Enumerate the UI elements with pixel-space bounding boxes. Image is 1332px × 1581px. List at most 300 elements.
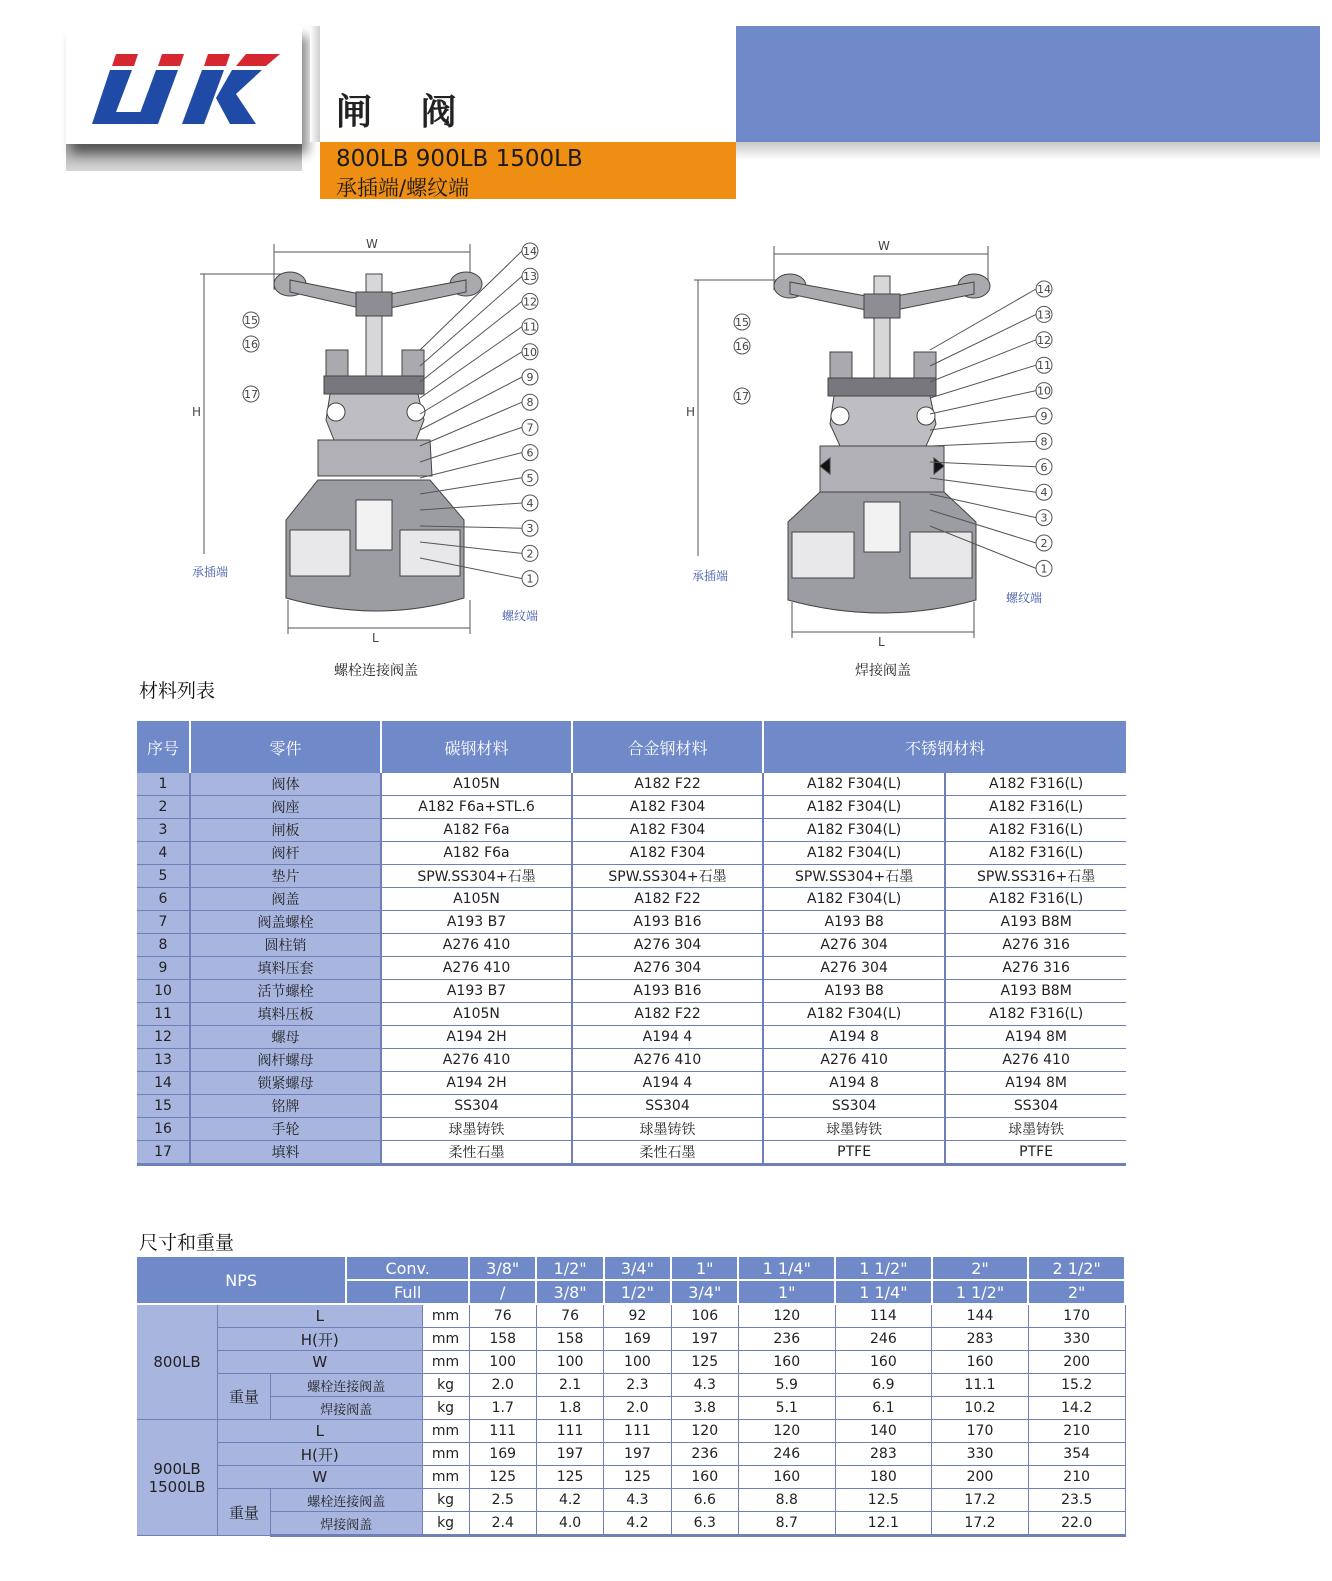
dimension-value: 1.7 [469, 1397, 536, 1420]
dimension-value: 12.5 [835, 1489, 932, 1512]
dimension-value: 200 [932, 1466, 1029, 1489]
row-number: 7 [137, 911, 190, 934]
callout-number: 10 [523, 345, 537, 359]
alloy-steel: A276 304 [572, 934, 763, 957]
row-number: 2 [137, 796, 190, 819]
table-row [137, 1049, 1126, 1072]
left-drawing-caption: 螺栓连接阀盖 [334, 663, 418, 679]
unit: mm [422, 1420, 469, 1443]
carbon-steel: A194 2H [381, 1026, 572, 1049]
dimension-value: 22.0 [1028, 1512, 1125, 1536]
conv-size: 2 1/2" [1028, 1257, 1125, 1280]
page-title: 闸 阀 [336, 92, 475, 133]
part-name: 手轮 [190, 1118, 381, 1141]
stainless-304: A194 8 [763, 1072, 945, 1095]
callout-number: 13 [523, 270, 537, 284]
dimension-value: 4.3 [671, 1374, 738, 1397]
dimension-value: 17.2 [932, 1489, 1029, 1512]
alloy-steel: A182 F304 [572, 842, 763, 865]
carbon-steel: SS304 [381, 1095, 572, 1118]
logo-shadow [66, 143, 302, 171]
stainless-304: A182 F304(L) [763, 773, 945, 796]
welded-bonnet-drawing [670, 230, 1070, 660]
right-drawing-caption: 焊接阀盖 [855, 663, 911, 679]
callout-number: 2 [526, 547, 534, 561]
dimension-value: 200 [1028, 1351, 1125, 1374]
conv-size: 2" [932, 1257, 1029, 1280]
header-no: 序号 [137, 721, 190, 773]
dimension-value: 5.1 [738, 1397, 835, 1420]
row-number: 14 [137, 1072, 190, 1095]
dimension-value: 17.2 [932, 1512, 1029, 1536]
header-part: 零件 [190, 721, 381, 773]
dimension-value: 125 [671, 1351, 738, 1374]
conv-label: Conv. [346, 1257, 469, 1280]
part-name: 阀杆 [190, 842, 381, 865]
nps-label: NPS [137, 1257, 346, 1304]
dimension-label: L [218, 1420, 423, 1443]
dimension-value: 160 [835, 1351, 932, 1374]
unit: kg [422, 1489, 469, 1512]
stainless-304: A194 8 [763, 1026, 945, 1049]
callout-leader [930, 391, 1036, 414]
row-number: 5 [137, 865, 190, 888]
callout-number: 9 [1040, 410, 1048, 423]
alloy-steel: A182 F22 [572, 888, 763, 911]
conv-size: 1" [671, 1257, 738, 1280]
row-number: 13 [137, 1049, 190, 1072]
dimension-value: 160 [738, 1351, 835, 1374]
dim-l-label-right: L [878, 635, 885, 649]
table-row [137, 934, 1126, 957]
table-row [137, 1026, 1126, 1049]
callout-number: 9 [526, 371, 534, 384]
dim-w-label: W [366, 237, 378, 251]
carbon-steel: A194 2H [381, 1072, 572, 1095]
dimension-value: 354 [1028, 1443, 1125, 1466]
dimension-value: 8.8 [738, 1489, 835, 1512]
header-band-shadow [736, 142, 1320, 160]
stainless-304: A193 B8 [763, 911, 945, 934]
carbon-steel: A276 410 [381, 957, 572, 980]
stainless-304: A182 F304(L) [763, 819, 945, 842]
carbon-steel: 柔性石墨 [381, 1141, 572, 1165]
dimension-value: 14.2 [1028, 1397, 1125, 1420]
dimension-value: 6.9 [835, 1374, 932, 1397]
table-row [137, 957, 1126, 980]
carbon-steel: A182 F6a+STL.6 [381, 796, 572, 819]
callout-leader [930, 340, 1036, 382]
dimension-value: 120 [738, 1420, 835, 1443]
row-number: 1 [137, 773, 190, 796]
dimension-value: 283 [835, 1443, 932, 1466]
dimension-value: 2.5 [469, 1489, 536, 1512]
dimension-value: 283 [932, 1328, 1029, 1351]
stainless-304: PTFE [763, 1141, 945, 1165]
dimension-value: 210 [1028, 1466, 1125, 1489]
callout-number: 4 [526, 497, 534, 510]
part-name: 阀体 [190, 773, 381, 796]
callout-number: 7 [526, 421, 534, 435]
thread-end-label-right: 螺纹端 [1006, 591, 1043, 605]
unit: mm [422, 1466, 469, 1489]
callout-number: 1 [526, 572, 534, 586]
callout-number: 12 [523, 295, 537, 309]
full-size: 3/8" [536, 1280, 603, 1304]
callout-number: 14 [523, 245, 537, 258]
thread-end-label: 螺纹端 [502, 609, 539, 623]
callout-number: 11 [1037, 359, 1051, 373]
full-size: 2" [1028, 1280, 1125, 1304]
dimension-value: 100 [604, 1351, 671, 1374]
dimension-value: 6.6 [671, 1489, 738, 1512]
stainless-316: A182 F316(L) [945, 842, 1126, 865]
dimension-value: 23.5 [1028, 1489, 1125, 1512]
dimension-label: L [218, 1304, 423, 1328]
table-row [137, 1141, 1126, 1165]
alloy-steel: A276 304 [572, 957, 763, 980]
dimension-value: 11.1 [932, 1374, 1029, 1397]
dimension-value: 2.0 [469, 1374, 536, 1397]
callout-number: 4 [1040, 486, 1048, 500]
stainless-304: A276 304 [763, 934, 945, 957]
dimension-value: 125 [604, 1466, 671, 1489]
stainless-316: A276 316 [945, 957, 1126, 980]
nps-conv-row [137, 1257, 1125, 1280]
dimension-value: 120 [738, 1304, 835, 1328]
dimension-value: 2.3 [604, 1374, 671, 1397]
dimension-value: 4.2 [536, 1489, 603, 1512]
full-size: 1" [738, 1280, 835, 1304]
alloy-steel: A182 F22 [572, 1003, 763, 1026]
callout-leader [930, 365, 1036, 398]
table-row [137, 842, 1126, 865]
part-name: 铭牌 [190, 1095, 381, 1118]
unit: kg [422, 1512, 469, 1536]
table-row [137, 819, 1126, 842]
dimension-value: 111 [604, 1420, 671, 1443]
callout-number: 8 [526, 396, 534, 410]
part-name: 垫片 [190, 865, 381, 888]
dimension-value: 100 [469, 1351, 536, 1374]
row-number: 3 [137, 819, 190, 842]
dimension-value: 76 [469, 1304, 536, 1328]
table-row [137, 773, 1126, 796]
dimension-value: 210 [1028, 1420, 1125, 1443]
part-name: 螺母 [190, 1026, 381, 1049]
carbon-steel: A193 B7 [381, 980, 572, 1003]
stainless-316: A194 8M [945, 1026, 1126, 1049]
stainless-316: A182 F316(L) [945, 796, 1126, 819]
carbon-steel: A182 F6a [381, 842, 572, 865]
callout-number: 8 [1040, 435, 1048, 449]
dimension-value: 169 [604, 1328, 671, 1351]
dimension-row [137, 1328, 1125, 1351]
callout-number: 6 [526, 446, 534, 460]
socket-end-label-right: 承插端 [692, 569, 729, 583]
materials-title: 材料列表 [139, 680, 216, 702]
dimension-value: 169 [469, 1443, 536, 1466]
stainless-304: 球墨铸铁 [763, 1118, 945, 1141]
callout-leader [420, 377, 522, 430]
dimension-value: 120 [671, 1420, 738, 1443]
unit: kg [422, 1374, 469, 1397]
dimension-value: 76 [536, 1304, 603, 1328]
header-stainless: 不锈钢材料 [763, 721, 1126, 773]
lik-logo-mark [66, 26, 302, 144]
alloy-steel: 球墨铸铁 [572, 1118, 763, 1141]
callout-leader [930, 441, 1036, 446]
row-number: 4 [137, 842, 190, 865]
unit: kg [422, 1397, 469, 1420]
callout-leader [420, 327, 522, 398]
part-name: 闸板 [190, 819, 381, 842]
callout-number: 14 [1037, 283, 1051, 296]
dimension-value: 100 [536, 1351, 603, 1374]
dimension-value: 4.2 [604, 1512, 671, 1536]
conv-size: 1 1/2" [835, 1257, 932, 1280]
callout-leader [930, 462, 1036, 467]
stainless-316: SS304 [945, 1095, 1126, 1118]
dimension-value: 197 [604, 1443, 671, 1466]
row-number: 10 [137, 980, 190, 1003]
dim-h-label: H [192, 405, 202, 419]
weight-type: 焊接阀盖 [271, 1512, 423, 1536]
dimension-label: W [218, 1466, 423, 1489]
dimension-value: 111 [536, 1420, 603, 1443]
conv-size: 3/4" [604, 1257, 671, 1280]
callout-number: 3 [526, 522, 534, 536]
part-name: 填料压板 [190, 1003, 381, 1026]
stainless-316: A194 8M [945, 1072, 1126, 1095]
conv-size: 1 1/4" [738, 1257, 835, 1280]
dimension-value: 3.8 [671, 1397, 738, 1420]
dimension-value: 140 [835, 1420, 932, 1443]
stainless-316: PTFE [945, 1141, 1126, 1165]
full-size: 3/4" [671, 1280, 738, 1304]
callout-number: 15 [244, 314, 258, 327]
header-alloy: 合金钢材料 [572, 721, 763, 773]
stainless-316: A182 F316(L) [945, 819, 1126, 842]
carbon-steel: 球墨铸铁 [381, 1118, 572, 1141]
materials-body [137, 773, 1126, 1165]
carbon-steel: A193 B7 [381, 911, 572, 934]
dimension-value: 197 [536, 1443, 603, 1466]
dimension-row [137, 1466, 1125, 1489]
dimension-value: 6.1 [835, 1397, 932, 1420]
alloy-steel: SS304 [572, 1095, 763, 1118]
dimension-value: 6.3 [671, 1512, 738, 1536]
callout-number: 2 [1040, 537, 1048, 550]
dimension-value: 10.2 [932, 1397, 1029, 1420]
brand-logo [66, 26, 302, 144]
carbon-steel: A105N [381, 1003, 572, 1026]
class-name: 800LB [153, 1353, 201, 1371]
part-name: 填料 [190, 1141, 381, 1165]
stainless-316: A193 B8M [945, 911, 1126, 934]
dimension-value: 236 [671, 1443, 738, 1466]
part-name: 阀杆螺母 [190, 1049, 381, 1072]
stainless-316: SPW.SS316+石墨 [945, 865, 1126, 888]
unit: mm [422, 1443, 469, 1466]
stainless-304: A182 F304(L) [763, 1003, 945, 1026]
conv-size: 1/2" [536, 1257, 603, 1280]
header-band [736, 26, 1320, 142]
part-name: 锁紧螺母 [190, 1072, 381, 1095]
callout-number: 6 [1040, 460, 1048, 474]
full-size: 1 1/4" [835, 1280, 932, 1304]
dimension-value: 12.1 [835, 1512, 932, 1536]
dimension-row [137, 1420, 1125, 1443]
carbon-steel: A105N [381, 773, 572, 796]
callout-leader [420, 301, 522, 382]
carbon-steel: A105N [381, 888, 572, 911]
dimension-value: 246 [835, 1328, 932, 1351]
table-row [137, 1118, 1126, 1141]
row-number: 11 [137, 1003, 190, 1026]
dimension-value: 330 [1028, 1328, 1125, 1351]
row-number: 8 [137, 934, 190, 957]
dimension-value: 144 [932, 1304, 1029, 1328]
alloy-steel: A182 F304 [572, 796, 763, 819]
dimension-row [137, 1351, 1125, 1374]
dimension-label: H(开) [218, 1328, 423, 1351]
row-number: 17 [137, 1141, 190, 1165]
dim-w-label-right: W [878, 239, 890, 253]
dimension-value: 160 [932, 1351, 1029, 1374]
stainless-316: A276 410 [945, 1049, 1126, 1072]
table-row [137, 1072, 1126, 1095]
dimension-value: 197 [671, 1328, 738, 1351]
callout-number: 16 [244, 338, 258, 351]
alloy-steel: A194 4 [572, 1072, 763, 1095]
stainless-304: A182 F304(L) [763, 796, 945, 819]
dimension-value: 111 [469, 1420, 536, 1443]
dimension-value: 170 [932, 1420, 1029, 1443]
callout-leader [930, 314, 1036, 366]
callout-number: 5 [526, 471, 534, 485]
callout-number: 17 [244, 388, 258, 401]
dimension-row [137, 1304, 1125, 1328]
callout-number: 16 [735, 340, 749, 353]
dimension-value: 125 [536, 1466, 603, 1489]
callout-number: 10 [1037, 384, 1051, 398]
alloy-steel: A194 4 [572, 1026, 763, 1049]
callout-leader [420, 352, 522, 414]
dimension-value: 180 [835, 1466, 932, 1489]
bolted-bonnet-drawing [180, 230, 560, 660]
end-types: 承插端/螺纹端 [336, 176, 470, 200]
alloy-steel: 柔性石墨 [572, 1141, 763, 1165]
part-name: 活节螺栓 [190, 980, 381, 1003]
stainless-304: SPW.SS304+石墨 [763, 865, 945, 888]
weight-type: 螺栓连接阀盖 [271, 1489, 423, 1512]
table-row [137, 1095, 1126, 1118]
class-name: 900LB [153, 1459, 201, 1478]
conv-size: 3/8" [469, 1257, 536, 1280]
alloy-steel: A193 B16 [572, 911, 763, 934]
part-name: 阀盖螺栓 [190, 911, 381, 934]
header-carbon: 碳钢材料 [381, 721, 572, 773]
table-row [137, 865, 1126, 888]
table-row [137, 888, 1126, 911]
full-size: 1 1/2" [932, 1280, 1029, 1304]
dimension-value: 158 [469, 1328, 536, 1351]
dimension-value: 4.0 [536, 1512, 603, 1536]
callout-leader [420, 251, 522, 350]
alloy-steel: A182 F304 [572, 819, 763, 842]
part-name: 圆柱销 [190, 934, 381, 957]
socket-end-label: 承插端 [192, 565, 229, 579]
carbon-steel: A276 410 [381, 1049, 572, 1072]
row-number: 16 [137, 1118, 190, 1141]
carbon-steel: A182 F6a [381, 819, 572, 842]
callout-number: 15 [735, 316, 749, 329]
dimension-value: 106 [671, 1304, 738, 1328]
stainless-316: A182 F316(L) [945, 888, 1126, 911]
weight-label: 重量 [218, 1374, 271, 1420]
full-label: Full [346, 1280, 469, 1304]
dimension-value: 236 [738, 1328, 835, 1351]
row-number: 15 [137, 1095, 190, 1118]
alloy-steel: A276 410 [572, 1049, 763, 1072]
pressure-classes: 800LB 900LB 1500LB [336, 146, 583, 172]
stainless-316: A182 F316(L) [945, 773, 1126, 796]
dimension-row [137, 1374, 1125, 1397]
dimension-label: H(开) [218, 1443, 423, 1466]
callout-number: 12 [1037, 333, 1051, 347]
weight-type: 螺栓连接阀盖 [271, 1374, 423, 1397]
stainless-304: A182 F304(L) [763, 888, 945, 911]
dimensions-title: 尺寸和重量 [139, 1232, 235, 1254]
header-divider-shadow [310, 26, 320, 142]
dimensions-body [137, 1257, 1125, 1536]
dimension-value: 2.4 [469, 1512, 536, 1536]
dimension-value: 5.9 [738, 1374, 835, 1397]
full-size: 1/2" [604, 1280, 671, 1304]
table-row [137, 911, 1126, 934]
dimension-value: 160 [738, 1466, 835, 1489]
dimension-value: 4.3 [604, 1489, 671, 1512]
dimension-value: 160 [671, 1466, 738, 1489]
part-name: 阀盖 [190, 888, 381, 911]
callout-number: 1 [1040, 562, 1048, 576]
full-size: / [469, 1280, 536, 1304]
class-label [137, 1304, 218, 1420]
stainless-316: A193 B8M [945, 980, 1126, 1003]
stainless-316: A276 316 [945, 934, 1126, 957]
callout-number: 13 [1037, 308, 1051, 322]
callout-number: 17 [735, 390, 749, 403]
dimension-value: 114 [835, 1304, 932, 1328]
class-name-2: 1500LB [148, 1477, 206, 1496]
weight-label: 重量 [218, 1489, 271, 1536]
row-number: 9 [137, 957, 190, 980]
dim-h-label-right: H [686, 405, 696, 419]
stainless-304: A276 410 [763, 1049, 945, 1072]
dimension-value: 92 [604, 1304, 671, 1328]
dimension-value: 15.2 [1028, 1374, 1125, 1397]
class-label [137, 1420, 218, 1536]
callout-leader [420, 402, 522, 446]
callout-leader [930, 478, 1036, 492]
unit: mm [422, 1304, 469, 1328]
dimension-value: 1.8 [536, 1397, 603, 1420]
dimension-value: 246 [738, 1443, 835, 1466]
dimension-value: 2.1 [536, 1374, 603, 1397]
dimension-value: 125 [469, 1466, 536, 1489]
weight-type: 焊接阀盖 [271, 1397, 423, 1420]
